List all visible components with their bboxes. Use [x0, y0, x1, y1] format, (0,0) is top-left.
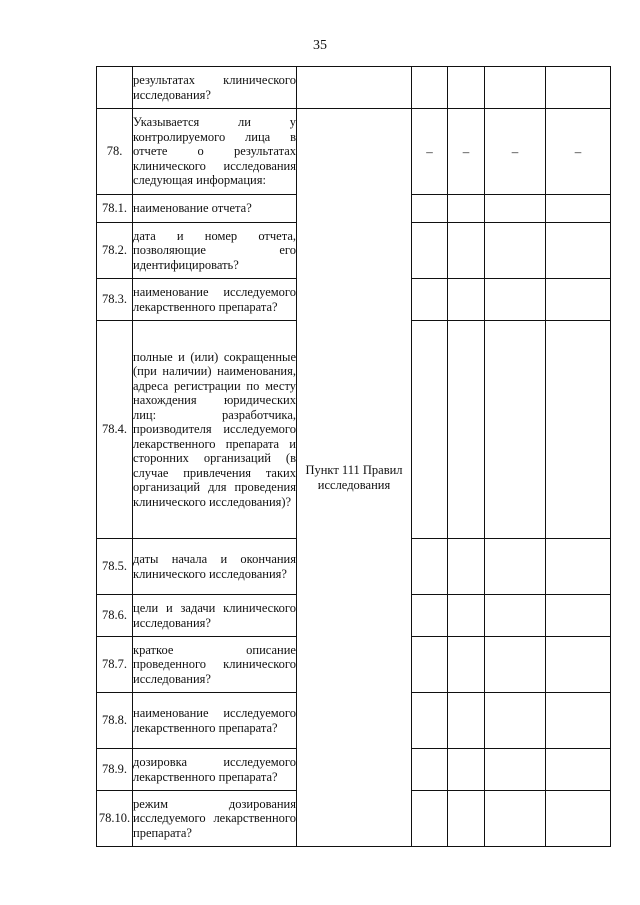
mark-yes	[412, 693, 448, 749]
mark-note: –	[546, 109, 611, 195]
page-number: 35	[313, 38, 327, 53]
question-text: дозировка исследуемого лекарственного препарата?	[133, 749, 297, 791]
question-text: результатах клинического исследования?	[133, 67, 297, 109]
mark-note	[546, 637, 611, 693]
row-number: 78.4.	[97, 321, 133, 539]
row-number: 78.7.	[97, 637, 133, 693]
mark-na	[485, 637, 546, 693]
checklist-table	[96, 66, 611, 847]
mark-na	[485, 321, 546, 539]
mark-no: –	[448, 109, 485, 195]
mark-na	[485, 539, 546, 595]
row-number: 78.2.	[97, 223, 133, 279]
mark-note	[546, 279, 611, 321]
mark-yes	[412, 321, 448, 539]
mark-note	[546, 195, 611, 223]
mark-yes	[412, 637, 448, 693]
mark-no	[448, 321, 485, 539]
mark-yes	[412, 749, 448, 791]
mark-no	[448, 791, 485, 847]
mark-na	[485, 223, 546, 279]
mark-yes	[412, 595, 448, 637]
mark-yes	[412, 539, 448, 595]
question-text: цели и задачи клинического исследования?	[133, 595, 297, 637]
mark-note	[546, 791, 611, 847]
mark-na	[485, 67, 546, 109]
mark-na: –	[485, 109, 546, 195]
mark-no	[448, 749, 485, 791]
row-number: 78.8.	[97, 693, 133, 749]
row-number: 78.3.	[97, 279, 133, 321]
mark-no	[448, 693, 485, 749]
reference-cell: Пункт 111 Правил исследования	[297, 109, 412, 847]
mark-no	[448, 223, 485, 279]
mark-no	[448, 195, 485, 223]
mark-note	[546, 749, 611, 791]
question-text: режим дозирования исследуемого лекарственного препарата?	[133, 791, 297, 847]
row-number: 78.10.	[97, 791, 133, 847]
reference-cell	[297, 67, 412, 109]
mark-no	[448, 67, 485, 109]
question-text: даты начала и окончания клинического исследования?	[133, 539, 297, 595]
mark-no	[448, 279, 485, 321]
mark-note	[546, 595, 611, 637]
mark-yes	[412, 67, 448, 109]
row-number: 78.5.	[97, 539, 133, 595]
question-text: полные и (или) сокращенные (при наличии) наименования, адреса регистрации по месту нахождения юридических лиц: разработчика, производителя исследуемого лекарственного препарата и сторонних организаций (в случае привлечения таких организаций для проведения клинического исследования)?	[133, 321, 297, 539]
mark-na	[485, 279, 546, 321]
mark-no	[448, 539, 485, 595]
mark-note	[546, 223, 611, 279]
mark-na	[485, 749, 546, 791]
row-number	[97, 67, 133, 109]
mark-yes	[412, 195, 448, 223]
mark-na	[485, 791, 546, 847]
mark-note	[546, 539, 611, 595]
mark-note	[546, 693, 611, 749]
question-text: наименование отчета?	[133, 195, 297, 223]
mark-na	[485, 595, 546, 637]
row-number: 78.6.	[97, 595, 133, 637]
question-text: Указывается ли у контролируемого лица в отчете о результатах клинического исследования следующая информация:	[133, 109, 297, 195]
table-row	[97, 109, 611, 195]
mark-na	[485, 195, 546, 223]
mark-note	[546, 67, 611, 109]
question-text: краткое описание проведенного клинического исследования?	[133, 637, 297, 693]
mark-yes	[412, 791, 448, 847]
question-text: наименование исследуемого лекарственного препарата?	[133, 279, 297, 321]
question-text: дата и номер отчета, позволяющие его идентифицировать?	[133, 223, 297, 279]
mark-no	[448, 595, 485, 637]
mark-note	[546, 321, 611, 539]
mark-yes	[412, 279, 448, 321]
row-number: 78.1.	[97, 195, 133, 223]
mark-no	[448, 637, 485, 693]
mark-yes	[412, 223, 448, 279]
question-text: наименование исследуемого лекарственного препарата?	[133, 693, 297, 749]
row-number: 78.9.	[97, 749, 133, 791]
row-number: 78.	[97, 109, 133, 195]
mark-na	[485, 693, 546, 749]
mark-yes: –	[412, 109, 448, 195]
table-row	[97, 67, 611, 109]
